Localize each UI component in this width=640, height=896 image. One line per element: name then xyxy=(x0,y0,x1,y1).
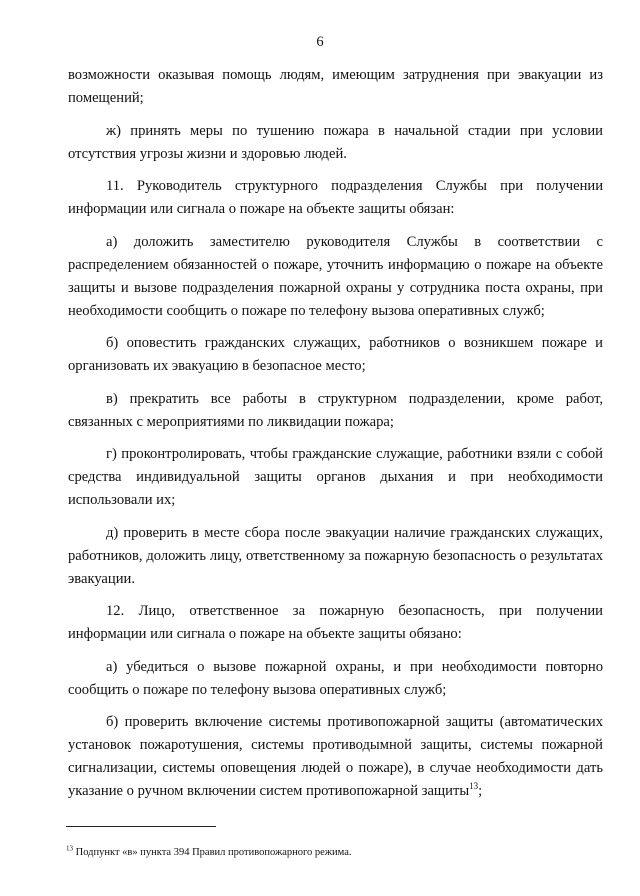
paragraph-item-v-11: в) прекратить все работы в структурном подразделении, кроме работ, связанных с мероприятиями по ликвидации пожара; xyxy=(68,390,603,430)
document-body xyxy=(68,64,603,813)
paragraph-item-g-11: г) проконтролировать, чтобы гражданские служащие, работники взяли с собой средства индивидуальной защиты органов дыхания и при необходимости использовали их; xyxy=(68,446,603,508)
paragraph-continuation: возможности оказывая помощь людям, имеющим затруднения при эвакуации из помещений; xyxy=(68,67,603,106)
paragraph-section-12: 12. Лицо, ответственное за пожарную безопасность, при получении информации или сигнала о пожаре на объекте защиты обязано: xyxy=(68,603,603,642)
paragraph-item-b-12-tail: ; xyxy=(478,783,483,799)
paragraph-item-a-11: а) доложить заместителю руководителя Службы в соответствии с распределением обязанностей о пожаре, уточнить информацию о пожаре на объекте защиты и вызове подразделения пожарной охраны у сотрудника поста охраны, при необходимости сообщить о пожаре по телефону вызова оперативных служб; xyxy=(68,233,603,319)
paragraph-item-b-12-text: б) проверить включение системы противопожарной защиты (автоматических установок пожаротушения, системы противодымной защиты, системы пожарной сигнализации, системы оповещения людей о пожаре), в случае необходимости дать указание о ручном включении систем противопожарной защиты xyxy=(68,714,603,799)
paragraph-item-d-11: д) проверить в месте сбора после эвакуации наличие гражданских служащих, работников, доложить лицу, ответственному за пожарную безопасность о результатах эвакуации. xyxy=(68,524,603,587)
footnote-divider xyxy=(66,826,216,827)
page-number: 6 xyxy=(316,34,324,50)
footnote xyxy=(66,846,606,860)
footnote-marker: 13 xyxy=(66,844,73,853)
paragraph-item-b-11: б) оповестить гражданских служащих, работников о возникшем пожаре и организовать их эвакуацию в безопасное место; xyxy=(68,335,603,374)
paragraph-item-b-12 xyxy=(68,711,603,803)
footnote-text: Подпункт «в» пункта 394 Правил противопожарного режима. xyxy=(73,847,352,858)
paragraph-item-zh: ж) принять меры по тушению пожара в начальной стадии при условии отсутствия угрозы жизни и здоровью людей. xyxy=(68,122,603,162)
footnote-reference: 13 xyxy=(469,781,479,792)
paragraph-section-11: 11. Руководитель структурного подразделения Службы при получении информации или сигнала о пожаре на объекте защиты обязан: xyxy=(68,178,603,217)
paragraph-item-a-12: а) убедиться о вызове пожарной охраны, и при необходимости повторно сообщить о пожаре по телефону вызова оперативных служб; xyxy=(68,658,603,698)
